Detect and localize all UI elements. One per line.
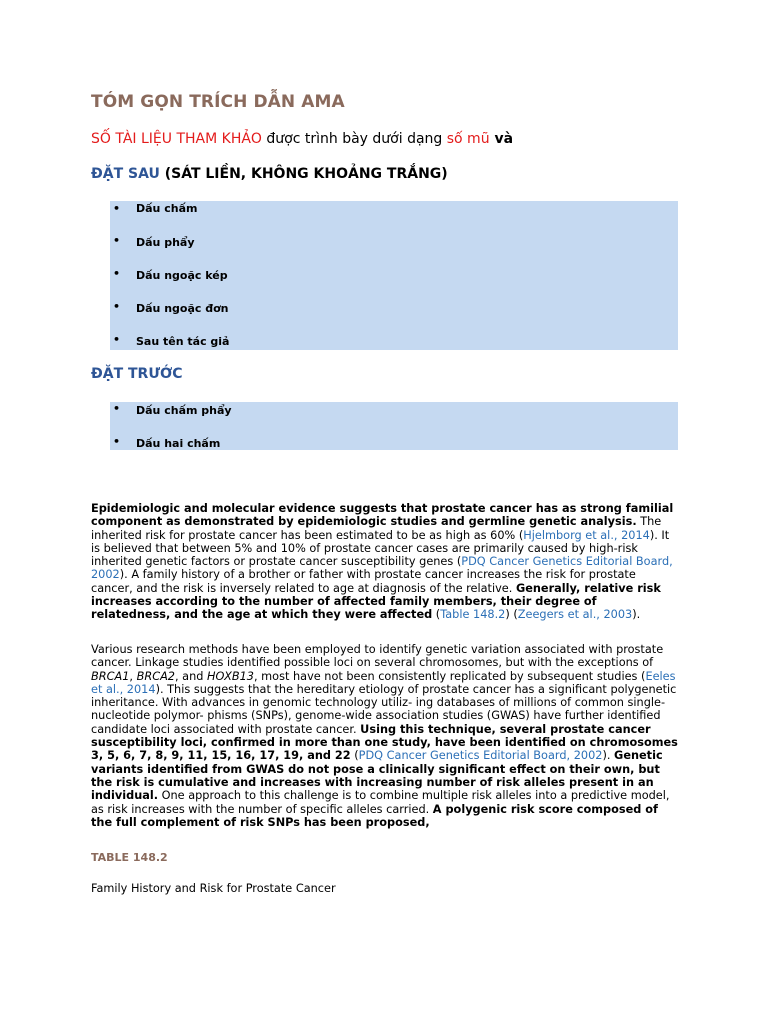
bold-sentence: Using this technique, several prostate cancer susceptibility loci, confirmed in more than one study, have been identified on chromosomes 3, 5, 6, 7, 8, 9, 11, 15, 16, 17, 19, and 22 <box>91 722 678 763</box>
list-item-label: Dấu hai chấm <box>136 437 221 450</box>
bullet-icon: • <box>113 435 121 448</box>
list-item-label: Dấu chấm phẩy <box>136 404 232 417</box>
bullet-icon: • <box>113 267 121 280</box>
list-item-label: Dấu chấm <box>136 202 198 215</box>
table-label: TABLE 148.2 <box>91 851 168 864</box>
page-title: TÓM GỌN TRÍCH DẪN AMA <box>91 92 345 112</box>
after-heading <box>91 166 448 182</box>
before-heading: ĐẶT TRƯỚC <box>91 366 183 382</box>
bold-sentence: Epidemiologic and molecular evidence suggests that prostate cancer has as strong familial component as demonstrated by epidemiologic studies and germline genetic analysis. <box>91 502 674 529</box>
paragraph-research-methods <box>91 643 679 829</box>
gene-name: HOXB13 <box>207 669 254 683</box>
bullet-icon: • <box>113 234 121 247</box>
citation-link[interactable]: Eeles et al., 2014 <box>91 669 676 696</box>
text-run: One approach to this challenge is to combine multiple risk alleles into a predictive model, as risk increases with the number of specific alleles carried. <box>91 789 670 816</box>
intro-and: và <box>489 131 514 147</box>
text-run: , <box>129 669 137 683</box>
text-run: ). <box>632 608 641 622</box>
after-list <box>110 201 678 350</box>
text-run: Various research methods have been employed to identify genetic variation associated with prostate cancer. Linkage studies identified possible loci on several chromosomes, but with the exceptions of <box>91 643 664 670</box>
after-heading-label: ĐẶT SAU <box>91 166 160 182</box>
gene-name: BRCA2 <box>136 669 175 683</box>
text-run: ( <box>350 749 359 763</box>
bullet-icon: • <box>113 402 121 415</box>
list-item <box>110 435 678 468</box>
text-run: ) ( <box>505 608 518 622</box>
intro-superscript-term: số mũ <box>446 131 490 147</box>
paragraph-epidemiology <box>91 502 679 622</box>
text-run: ). This suggests that the hereditary etiology of prostate cancer has a significant polygenetic inheritance. With advances in genomic technology utiliz- ing databases of millions of common single-nucleotide polymor- phisms (SNPs), genome-wide association studies (GWAS) have further identified candidate loci associated with prostate cancer. <box>91 682 677 736</box>
bullet-icon: • <box>113 300 121 313</box>
citation-link[interactable]: Hjelmborg et al., 2014 <box>523 528 650 542</box>
text-run: , and <box>175 669 208 683</box>
list-item <box>110 333 678 366</box>
table-caption: Family History and Risk for Prostate Cancer <box>91 882 336 895</box>
text-run: ). A family history of a brother or father with prostate cancer increases the risk for prostate cancer, and the risk is inversely related to age at diagnosis of the relative. <box>91 568 636 595</box>
intro-text: được trình bày dưới dạng <box>261 131 447 147</box>
list-item-label: Dấu ngoặc kép <box>136 269 228 282</box>
table-link[interactable]: Table 148.2 <box>440 608 506 622</box>
bold-sentence: A polygenic risk score composed of the full complement of risk SNPs has been proposed, <box>91 802 658 829</box>
bold-sentence: Generally, relative risk increases according to the number of affected family members, their degree of relatedness, and the age at which they were affected <box>91 581 661 622</box>
text-run: ). It is believed that between 5% and 10% of prostate cancer cases are primarily caused by high-risk inherited genetic factors or prostate cancer susceptibility genes ( <box>91 528 670 569</box>
bullet-icon: • <box>113 202 121 215</box>
before-list <box>110 402 678 450</box>
list-item <box>110 267 678 300</box>
list-item-label: Sau tên tác giả <box>136 335 230 348</box>
gene-name: BRCA1 <box>91 669 130 683</box>
list-item-label: Dấu phẩy <box>136 236 195 249</box>
bold-sentence: Genetic variants identified from GWAS do not pose a clinically significant effect on their own, but the risk is cumulative and increases with increasing number of risk alleles present in an individual. <box>91 749 663 803</box>
citation-link[interactable]: PDQ Cancer Genetics Editorial Board, 2002 <box>91 555 673 582</box>
citation-link[interactable]: Zeegers et al., 2003 <box>517 608 633 622</box>
citation-link[interactable]: PDQ Cancer Genetics Editorial Board, 2002 <box>358 749 603 763</box>
text-run: The inherited risk for prostate cancer has been estimated to be as high as 60% ( <box>91 515 662 542</box>
list-item <box>110 201 678 234</box>
bullet-icon: • <box>113 333 121 346</box>
list-item <box>110 300 678 333</box>
list-item-label: Dấu ngoặc đơn <box>136 302 229 315</box>
text-run: , most have not been consistently replicated by subsequent studies ( <box>253 669 646 683</box>
text-run: ( <box>432 608 441 622</box>
intro-emphasis: SỐ TÀI LIỆU THAM KHẢO <box>91 131 262 147</box>
list-item <box>110 402 678 435</box>
intro-line <box>91 131 513 147</box>
list-item <box>110 234 678 267</box>
text-run: ). <box>602 749 615 763</box>
after-heading-note: (SÁT LIỀN, KHÔNG KHOẢNG TRẮNG) <box>159 166 448 182</box>
